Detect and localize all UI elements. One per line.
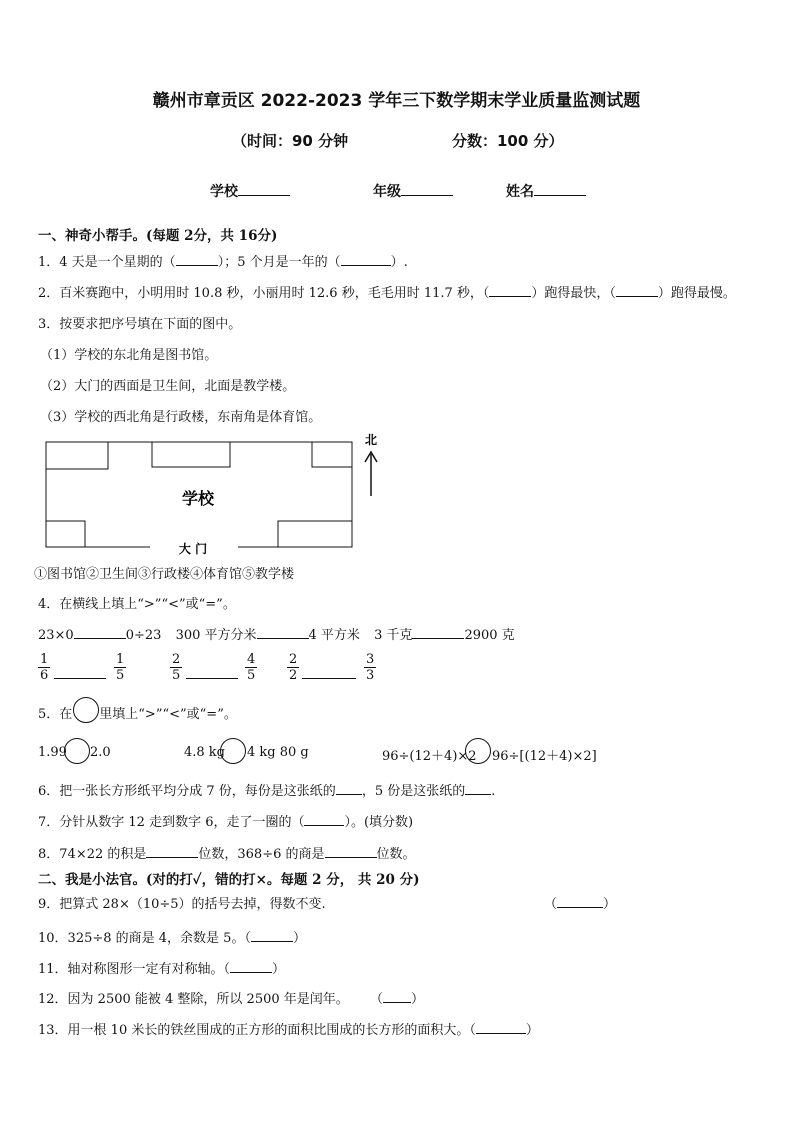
question-7: 7．分针从数字 12 走到数字 6，走了一圈的（ ）。(填分数) [38,815,414,830]
map-box-northwest[interactable] [46,442,108,469]
q2-blank-1[interactable] [489,284,531,297]
question-12: 12．因为 2500 能被 4 整除，所以 2500 年是闰年。 [38,992,349,1007]
question-9: 9．把算式 28×（10÷5）的括号去掉，得数不变. [38,897,326,912]
q11-blank[interactable] [230,960,272,973]
name-field[interactable] [506,181,586,201]
q9-answer: （ ） [544,897,617,912]
q1-blank-1[interactable] [176,253,218,266]
q5-circle-1[interactable] [64,738,90,764]
grade-field[interactable] [373,181,453,201]
map-box-northeast[interactable] [312,442,352,467]
section2-heading: 二、我是小法官。(对的打✓，错的打×。每题 2 分， 共 20 分) [38,872,420,888]
question-4-stem: 4．在横线上填上“>”“<”或“=”。 [38,597,236,612]
exam-time: （时间：90 分钟 [232,132,349,150]
question-1: 1．4 天是一个星期的（ ）；5 个月是一年的（ ）. [38,255,408,270]
q13-blank[interactable] [476,1021,526,1034]
grade-blank[interactable] [401,181,453,196]
question-3-options: ①图书馆②卫生间③行政楼④体育馆⑤教学楼 [34,567,295,582]
question-3-item-3: （3）学校的西北角是行政楼，东南角是体育馆。 [40,410,322,425]
school-label: 学校 [210,184,238,200]
map-school-label: 学校 [181,489,215,508]
q5-c1b: 2.0 [90,745,111,760]
q6-blank-1[interactable] [336,782,362,795]
q4-blank-5[interactable] [186,678,238,679]
map-box-southeast[interactable] [278,521,352,547]
map-north-label: 北 [364,433,378,447]
grade-label: 年级 [373,184,401,200]
q4-blank-3[interactable] [412,626,464,639]
question-11: 11．轴对称图形一定有对称轴。（ ） [38,962,286,977]
q5-c2a: 4.8 kg [184,745,226,760]
question-10: 10．325÷8 的商是 4，余数是 5。（ ） [38,931,306,946]
q10-blank[interactable] [251,929,293,942]
question-6: 6．把一张长方形纸平均分成 7 份，每份是这张纸的 ，5 份是这张纸的 . [38,784,496,799]
question-13: 13．用一根 10 米长的铁丝围成的正方形的面积比围成的长方形的面积大。（ ） [38,1023,539,1038]
map-box-north[interactable] [152,442,230,467]
q12-answer: （ ） [370,992,425,1007]
fraction-3-right: $\frac{3}{3}$ [366,652,375,683]
name-label: 姓名 [506,184,534,200]
q6-blank-2[interactable] [465,782,491,795]
question-3-item-2: （2）大门的西面是卫生间，北面是教学楼。 [40,379,296,394]
q4-blank-4[interactable] [54,678,106,679]
q4-blank-6[interactable] [302,678,356,679]
name-blank[interactable] [534,181,586,196]
school-field[interactable] [210,181,290,201]
q9-blank[interactable] [557,895,603,908]
page-title: 赣州市章贡区 2022-2023 学年三下数学期末学业质量监测试题 [152,91,641,111]
q7-blank[interactable] [304,813,344,826]
q5-circle-3[interactable] [465,738,491,764]
q8-blank-2[interactable] [325,845,377,858]
fraction-2-left: $\frac{2}{5}$ [172,652,181,683]
school-map [38,432,388,560]
question-4-row-1: 23×0 0÷23 300 平方分米 4 平方米 3 千克 2900 克 [38,628,515,643]
q4-blank-1[interactable] [74,626,126,639]
q5-c1a: 1.99 [38,745,67,760]
exam-score: 分数：100 分） [452,132,564,150]
q5-c3a: 96÷(12＋4)×2 [382,749,477,764]
q5-c3b: 96÷[(12＋4)×2] [492,749,597,764]
q12-blank[interactable] [383,990,411,1003]
question-3-stem: 3．按要求把序号填在下面的图中。 [38,317,242,332]
map-gate-label: 大 门 [178,542,208,556]
fraction-1-left: $\frac{1}{6}$ [40,652,49,683]
q1-blank-2[interactable] [341,253,391,266]
q4-blank-2[interactable] [257,626,309,639]
map-box-southwest[interactable] [46,521,85,547]
question-2: 2．百米赛跑中，小明用时 10.8 秒，小丽用时 12.6 秒，毛毛用时 11.7 秒，（ ）跑得最快，（ ）跑得最慢。 [38,286,736,301]
q5-c2b: 4 kg 80 g [247,745,309,760]
q2-blank-2[interactable] [616,284,658,297]
question-8: 8．74×22 的积是 位数，368÷6 的商是 位数。 [38,847,416,862]
school-blank[interactable] [238,181,290,196]
question-5-stem: 5．在 里填上“>”“<”或“=”。 [38,707,237,722]
q5-circle-2[interactable] [220,738,246,764]
fraction-3-left: $\frac{2}{2}$ [289,652,298,683]
q8-blank-1[interactable] [146,845,198,858]
fraction-2-right: $\frac{4}{5}$ [247,652,256,683]
section1-heading: 一、神奇小帮手。(每题 2分，共 16分) [38,228,278,244]
question-3-item-1: （1）学校的东北角是图书馆。 [40,348,218,363]
fraction-1-right: $\frac{1}{5}$ [116,652,125,683]
q5-stem-circle [73,697,99,723]
